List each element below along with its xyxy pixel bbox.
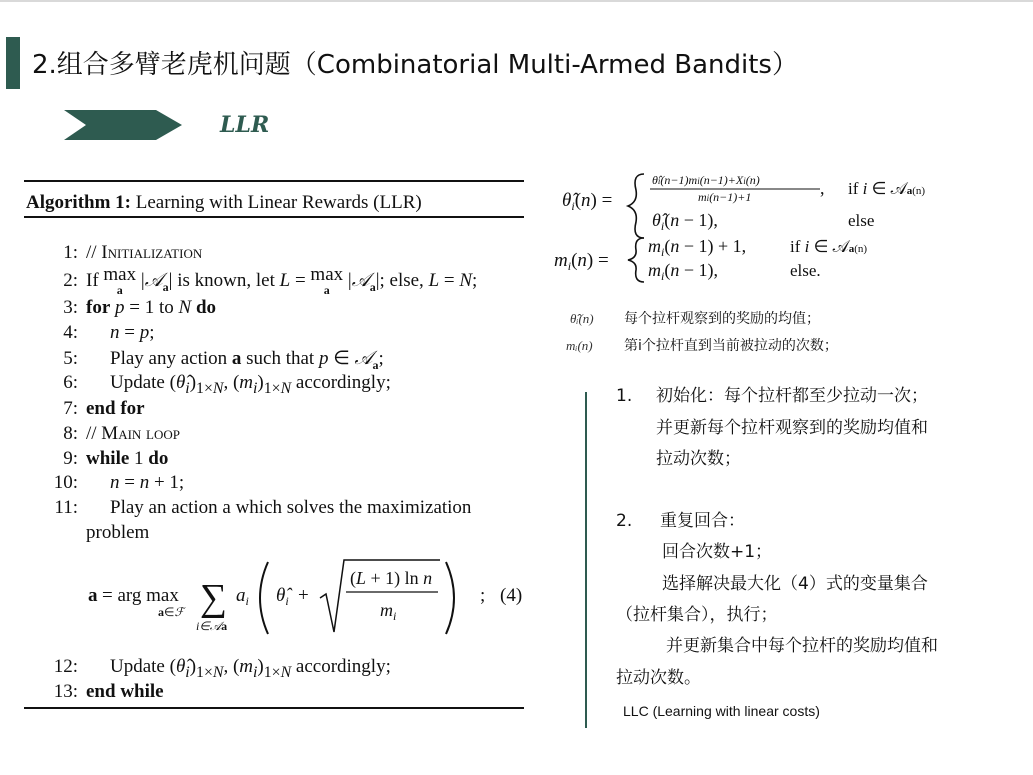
chevron-arrow-icon (64, 110, 184, 140)
svg-text:else: else (848, 211, 875, 230)
equation-number: (4) (500, 585, 523, 606)
top-rule (24, 180, 524, 182)
svg-text:;: ; (480, 585, 486, 606)
vertical-divider (585, 392, 587, 728)
svg-text:θ̂i(n) =: $\thetâ_i(n)$ = (562, 190, 613, 213)
svg-text:if i ∈ 𝒜a(n): if i ∈ 𝒜a(n) (848, 179, 926, 198)
svg-text:,: , (820, 178, 825, 198)
svg-text:mi(n−1)+1: mi(n−1)+1 (698, 190, 752, 204)
algo-line-9: 9: while 1 do (63, 448, 169, 469)
algorithm-label: Algorithm 1: (26, 192, 132, 213)
svg-text:if i ∈ 𝒜a(n): if i ∈ 𝒜a(n) (790, 237, 868, 256)
svg-text:mi(n − 1),: $m_i(n - 1)$, (648, 260, 718, 283)
algo-line-4: 4: n = p; (63, 322, 155, 343)
maximization-formula (88, 554, 518, 644)
algo-line-11b: problem (86, 522, 150, 543)
title-accent-bar (6, 37, 20, 89)
svg-text:∑: ∑ (200, 577, 228, 619)
footnote: LLC (Learning with linear costs) (623, 703, 820, 719)
algo-line-12: 12: Update $(\thetâ_i)_{1\times N}$, $(m_i)_{1\times N}$ accordingly; (53, 656, 391, 681)
algo-line-3: 3: for p = 1 to N do (63, 297, 217, 318)
step2-line-5: 拉动次数。 (616, 668, 701, 688)
step2-line-4: 并更新集合中每个拉杆的奖励均值和 (666, 636, 938, 656)
svg-text:(L + 1) ln n: (L + 1) ln n (350, 568, 433, 588)
algo-line-13: 13: end while (53, 681, 164, 702)
section-label: LLR (220, 112, 270, 138)
svg-text:a: a (88, 585, 98, 606)
svg-text:ai: $a_i$ (236, 585, 249, 608)
step1-line-1: 初始化：每个拉杆都至少拉动一次； (656, 386, 928, 406)
svg-text:mi: $m_i$ (380, 600, 397, 623)
algo-line-7: 7: end for (63, 398, 145, 419)
svg-text:mi(n) =: $m_i(n)$ = (554, 250, 609, 273)
svg-text:θ̂i(n−1)mi(n−1)+Xi(n): θ̂i(n−1)mi(n−1)+Xi(n) (652, 173, 760, 187)
algo-line-6: 6: Update $(\thetâ_i)_{1\times N}$, $(m_i)_{1\times N}$ accordingly; (63, 372, 391, 397)
svg-text:mi(n − 1) + 1,: $m_i(n - 1) + 1$, (648, 236, 747, 259)
step1-line-3: 拉动次数； (656, 449, 741, 469)
svg-text:i∈𝒜a: i∈𝒜a (196, 619, 228, 633)
algo-line-1: 1: // Initialization (63, 242, 203, 263)
algo-line-8: 8: // Main loop (63, 423, 181, 444)
definition-m: mᵢ(n) 第i个拉杆直到当前被拉动的次数； (566, 338, 838, 354)
svg-text:else.: else. (790, 261, 821, 280)
algo-line-10: 10: n = n + 1; (53, 472, 185, 493)
algorithm-name: Learning with Linear Rewards (LLR) (135, 192, 422, 213)
step2-title: 重复回合： (660, 511, 745, 531)
svg-text:θ̂i: $\thetâ_i$ (276, 585, 289, 608)
step1-number: 1. (616, 386, 633, 406)
step1-line-2: 并更新每个拉杆观察到的奖励均值和 (656, 418, 928, 438)
slide-title: 2.组合多臂老虎机问题（Combinatorial Multi-Armed Bandits） (32, 50, 798, 80)
svg-text:a∈ℱ: a∈ℱ (158, 605, 184, 619)
step2-number: 2. (616, 511, 633, 531)
svg-text:= arg max: = arg max (102, 585, 179, 606)
step2-line-3: （拉杆集合），执行； (616, 605, 778, 625)
svg-text:θ̂i(n − 1),: $\thetâ_i(n - 1)$, (652, 210, 718, 233)
algorithm-box (24, 180, 524, 708)
algo-line-11: 11: Play an action a which solves the maximization (54, 497, 472, 518)
bottom-rule (24, 707, 524, 709)
algo-line-2: 2: If max a |𝒜$_a$| is known, let L = max a |𝒜$_a$|; else, L = N; (63, 264, 478, 297)
step2-line-2: 选择解决最大化（4）式的变量集合 (662, 574, 928, 594)
top-border (0, 0, 1033, 2)
definition-theta: θ̂ᵢ(n) 每个拉杆观察到的奖励的均值； (570, 311, 820, 327)
algorithm-header (26, 192, 422, 214)
header-rule (24, 216, 524, 218)
algo-line-5: 5: Play any action a such that p ∈ 𝒜$_a$; (63, 348, 384, 372)
step2-line-1: 回合次数+1； (662, 542, 773, 562)
svg-text:+: + (298, 585, 309, 606)
update-formulas (548, 168, 968, 288)
